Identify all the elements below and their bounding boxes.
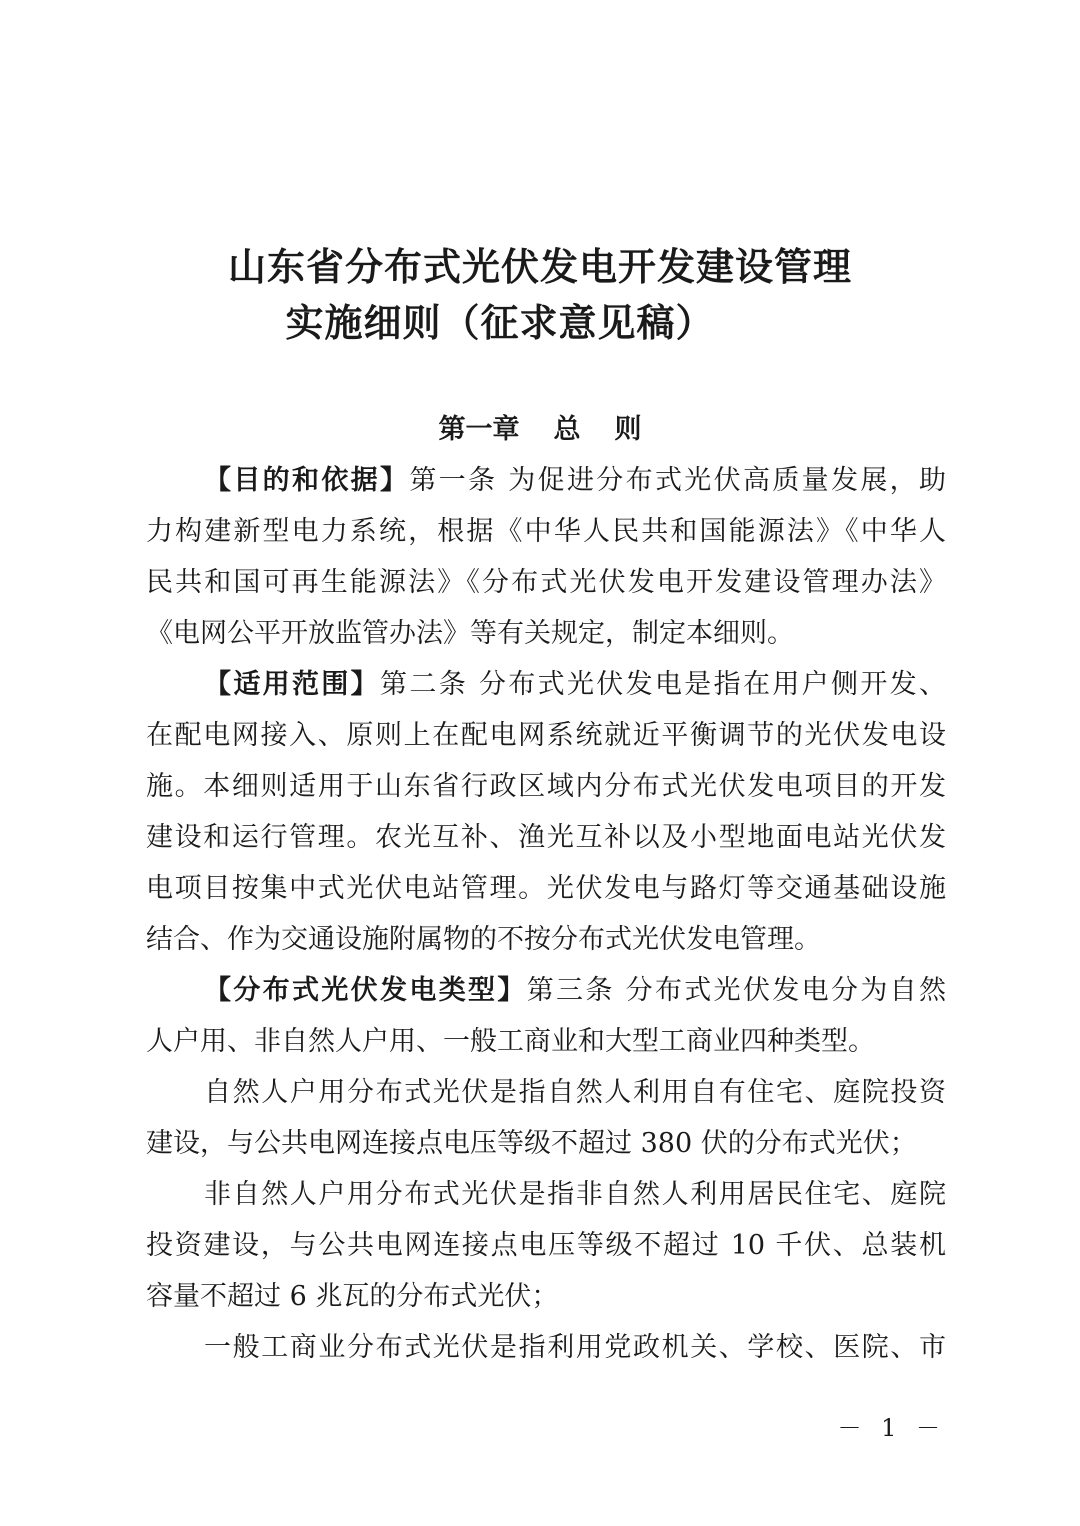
article-3 <box>146 965 946 1067</box>
article-2-line-5: 电项目按集中式光伏电站管理。光伏发电与路灯等交通基础设施 <box>146 873 946 904</box>
article-1-line-2: 力构建新型电力系统，根据《中华人民共和国能源法》《中华人 <box>146 516 946 547</box>
paragraph-general-commercial <box>146 1322 946 1373</box>
paragraph-natural-person <box>146 1067 946 1169</box>
article-1-line-1: 【目的和依据】第一条 为促进分布式光伏高质量发展，助 <box>204 465 946 496</box>
article-2 <box>146 659 946 965</box>
article-2-tag: 【适用范围】 <box>204 669 381 700</box>
paragraph-2-line-1: 非自然人户用分布式光伏是指非自然人利用居民住宅、庭院 <box>204 1179 946 1210</box>
article-1-line-4: 《电网公平开放监管办法》等有关规定，制定本细则。 <box>146 618 794 649</box>
article-2-line-6: 结合、作为交通设施附属物的不按分布式光伏发电管理。 <box>146 924 821 955</box>
chapter-name-char-2: 则 <box>614 414 642 445</box>
document-title-line-2: 实施细则（征求意见稿） <box>285 300 715 345</box>
paragraph-3-line-1: 一般工商业分布式光伏是指利用党政机关、学校、医院、市 <box>204 1332 946 1363</box>
paragraph-non-natural-person <box>146 1169 946 1322</box>
chapter-name-char-1: 总 <box>553 414 581 445</box>
article-1 <box>146 455 946 659</box>
paragraph-2-line-2: 投资建设，与公共电网连接点电压等级不超过 10 千伏、总装机 <box>146 1230 946 1261</box>
article-2-line-4: 建设和运行管理。农光互补、渔光互补以及小型地面电站光伏发 <box>146 822 946 853</box>
paragraph-1-line-2: 建设，与公共电网连接点电压等级不超过 380 伏的分布式光伏； <box>146 1128 917 1159</box>
article-1-tag: 【目的和依据】 <box>204 465 410 496</box>
document-title-line-1: 山东省分布式光伏发电开发建设管理 <box>227 244 852 289</box>
article-3-tag: 【分布式光伏发电类型】 <box>204 975 527 1006</box>
article-2-line-3: 施。本细则适用于山东省行政区域内分布式光伏发电项目的开发 <box>146 771 946 802</box>
page-number: － 1 － <box>837 1414 946 1442</box>
chapter-number: 第一章 <box>438 414 520 445</box>
paragraph-1-line-1: 自然人户用分布式光伏是指自然人利用自有住宅、庭院投资 <box>204 1077 946 1108</box>
chapter-heading <box>0 408 1080 452</box>
article-3-line-1: 【分布式光伏发电类型】第三条 分布式光伏发电分为自然 <box>204 975 946 1006</box>
article-1-line-3: 民共和国可再生能源法》《分布式光伏发电开发建设管理办法》 <box>146 567 946 598</box>
paragraph-2-line-3: 容量不超过 6 兆瓦的分布式光伏； <box>146 1281 559 1312</box>
article-2-line-1: 【适用范围】第二条 分布式光伏发电是指在用户侧开发、 <box>204 669 947 700</box>
article-2-line-2: 在配电网接入、原则上在配电网系统就近平衡调节的光伏发电设 <box>146 720 946 751</box>
article-3-line-2: 人户用、非自然人户用、一般工商业和大型工商业四种类型。 <box>146 1026 875 1057</box>
